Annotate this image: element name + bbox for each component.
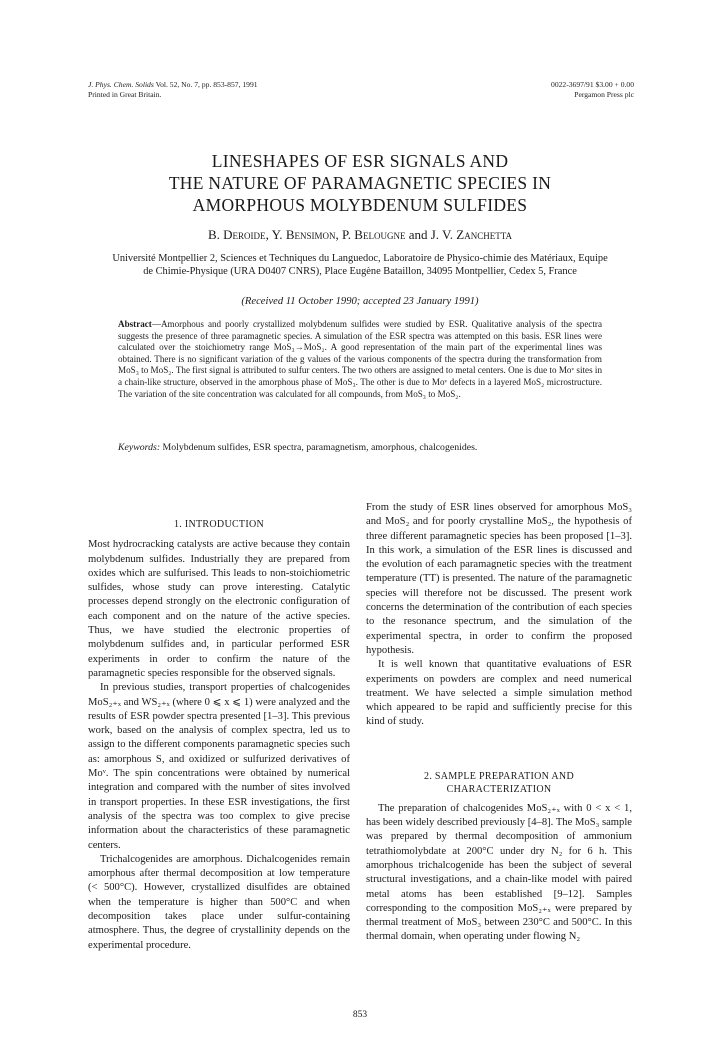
author: Y. Bensimon: [271, 227, 336, 242]
received-dates: (Received 11 October 1990; accepted 23 January 1991): [241, 296, 479, 307]
volume-info: Vol. 52, No. 7, pp. 853-857, 1991: [155, 80, 258, 89]
journal-citation: [88, 80, 258, 90]
paragraph: Trichalcogenides are amorphous. Dichalcogenides remain amorphous after thermal decomposition at low temperature (< 500°C). However, crystallized disulfides are obtained when the temperature is higher than 500°C and when decomposition takes place under sulfur-containing atmosphere. Thus, the degree of crystallinity depends on the experimental procedure.: [88, 853, 350, 951]
page-number: 853: [352, 1010, 368, 1020]
journal-name: J. Phys. Chem. Solids: [88, 80, 154, 89]
section-heading-introduction: 1. INTRODUCTION: [173, 519, 265, 530]
author: P. Belougne: [341, 227, 406, 242]
author-list: B. Deroide, Y. Bensimon, P. Belougne and J. V. Zanchetta: [208, 227, 512, 242]
abstract: [118, 319, 602, 400]
paragraph: It is well known that quantitative evaluations of ESR experiments on powders are complex and need numerical treatment. We have selected a simple simulation method which appeared to be rapid and sufficiently precise for this kind of study.: [366, 659, 632, 728]
issn-price: 0022-3697/91 $3.00 + 0.00: [551, 80, 634, 89]
journal-header-right: [551, 80, 634, 100]
abstract-text: —Amorphous and poorly crystallized molybdenum sulfides were studied by ESR. Qualitative analysis of the spectra suggests the presence of three paramagnetic species. A simulation of the ESR spectra was attempted on this basis. ESR lines were calculated over the stoichiometry range MoS₃→MoS₂. A good representation of the main part of the experimental lines was obtained. There is no significant variation of the g values of the various components of the spectra during the transformation from MoS₃ to MoS₂. The first signal is attributed to sulfur centers. The two others are assigned to metal centers. One is due to Moᵛ sites in a chain-like structure, observed in the amorphous phase of MoS₃. The other is due to Moᵛ defects in a layered MoS₂ microstructure. The variation of the site concentration was calculated for all compounds, from MoS₃ to MoS₂.: [118, 319, 602, 399]
journal-header-left: [88, 80, 258, 100]
paper-title: [0, 150, 720, 216]
printed-in: Printed in Great Britain.: [88, 90, 162, 99]
paragraph: The preparation of chalcogenides MoS₂₊ₓ with 0 < x < 1, has been widely described previously [4–8]. The MoS₃ sample was prepared by thermal decomposition of ammonium tetrathiomolybdate at 200°C under dry N₂ for 6 h. This amorphous trichalcogenide has been the subject of several structural investigations, and a chain-like model with paired metal atoms has been established [9–12]. Samples corresponding to the composition MoS₂₊ₓ were prepared by thermal treatment of MoS₃ between 230°C and 500°C. In this thermal domain, when operating under flowing N₂: [366, 802, 632, 943]
abstract-label: Abstract: [118, 319, 152, 329]
keywords: [118, 442, 602, 454]
affiliation: Université Montpellier 2, Sciences et Techniques du Languedoc, Laboratoire de Physico-chimie des Matériaux, Equipe de Chimie-Physique (URA D0407 CNRS), Place Eugène Bataillon, 34095 Montpellier, Cedex 5, France: [112, 253, 608, 277]
author: B. Deroide: [208, 227, 266, 242]
right-column: [366, 501, 632, 945]
paragraph: In previous studies, transport properties of chalcogenides MoS₂₊ₓ and WS₂₊ₓ (where 0 ⩽ x ⩽ 1) were analyzed and the results of ESR powder spectra presented [1–3]. This previous work, based on the analysis of complex spectra, led us to assign to the different components paramagnetic species such as: amorphous S, and oxidized or sulfurized derivatives of Moᵛ. The spin concentrations were obtained by numerical integration and compared with the number of sites involved in transport properties. In these ESR investigations, the first analysis of the spectra was too complex to give precise information about the characteristics of these paramagnetic centers.: [88, 682, 350, 851]
left-column: [88, 518, 350, 953]
publisher: Pergamon Press plc: [574, 90, 634, 99]
title-line: AMORPHOUS MOLYBDENUM SULFIDES: [192, 195, 528, 215]
section-heading-sample-preparation: 2. SAMPLE PREPARATION AND CHARACTERIZATION: [424, 770, 574, 795]
author: J. V. Zanchetta: [430, 227, 512, 242]
keywords-label: Keywords:: [118, 442, 161, 453]
paragraph: Most hydrocracking catalysts are active because they contain molybdenum sulfides. Industrially they are prepared from oxides which are sulfurised. This leads to non-stoichiometric sulfides, whose study can prove interesting. Catalytic processes depend strongly on the electronic configuration of each component and on the nature of the active species. Thus, we have studied the electronic properties of molybdenum sulfides and, in particular performed ESR experiments in order to confirm the nature of the paramagnetic species responsible for the observed signals.: [88, 539, 350, 679]
keywords-text: Molybdenum sulfides, ESR spectra, paramagnetism, amorphous, chalcogenides.: [160, 442, 478, 453]
paragraph: From the study of ESR lines observed for amorphous MoS₃ and MoS₂ and for poorly crystalline MoS₂, the hypothesis of three different paramagnetic species has been proposed [1–3]. In this work, a simulation of the ESR lines is discussed and the evolution of each paramagnetic species with the treatment temperature (TT) is presented. The nature of the paramagnetic species will therefore not be discussed. The present work concerns the determination of the contribution of each species to the resonance spectrum, and the simulation of the experimental spectra, in order to confirm the proposed hypothesis.: [366, 502, 632, 656]
title-line: THE NATURE OF PARAMAGNETIC SPECIES IN: [168, 173, 552, 193]
title-line: LINESHAPES OF ESR SIGNALS AND: [211, 151, 509, 171]
